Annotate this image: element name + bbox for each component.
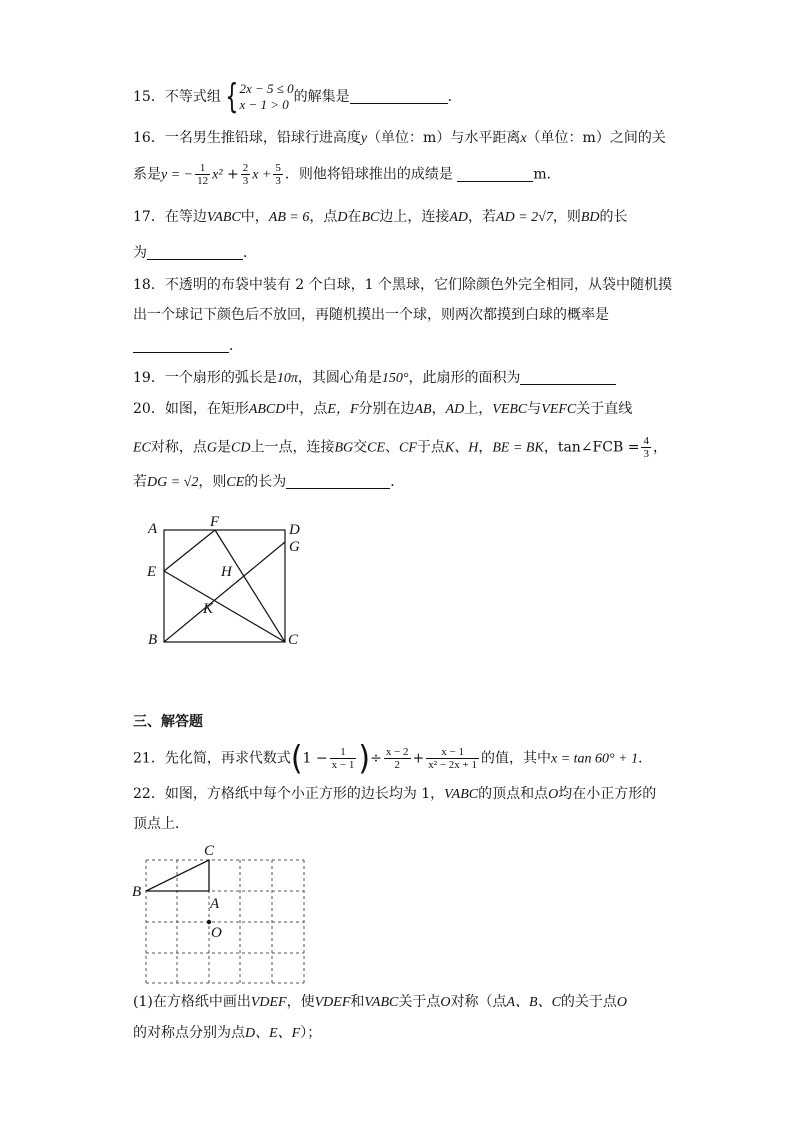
q20-text-10: 交 (353, 439, 368, 456)
q20-ebc: VEBC (492, 402, 528, 417)
q17-ad: AD (449, 210, 469, 225)
q21-x-value: x = tan 60° + 1 (550, 751, 639, 767)
q20-cf: CF (399, 440, 417, 456)
q15-text: 的解集是 (293, 89, 350, 105)
q15-prefix: 15．不等式组 (133, 89, 221, 105)
q20-text-14: ， (652, 439, 667, 456)
q19-angle: 150° (381, 371, 409, 386)
figure-grid (130, 840, 310, 990)
q20-tan: tan∠FCB = (557, 439, 640, 456)
q20-abcd: ABCD (248, 402, 286, 417)
frac-num: 4 (643, 435, 649, 447)
frac-num: 5 (275, 162, 281, 174)
q20-ce: CE (367, 440, 386, 456)
q21-text-2: 的值，其中 (480, 750, 551, 767)
section-heading: 三、解答题 (133, 714, 203, 730)
q21-one-minus: 1 − (302, 750, 328, 767)
q16-eq-lhs: y = − (161, 167, 194, 183)
q17-d: D (337, 210, 348, 225)
q22-1-text-4: 关于点 (398, 994, 441, 1010)
inequality-1: 2x − 5 ≤ 0 (239, 81, 294, 96)
question-20-line3 (133, 472, 404, 493)
q22-1-text-8: ）； (300, 1025, 322, 1041)
q22-1-text-7: 的对称点分别为点 (133, 1025, 245, 1041)
question-16-line2 (133, 162, 561, 187)
fraction-q21-1 (330, 746, 357, 771)
q20-kh: K、H (444, 440, 479, 456)
q17-text-1: 17．在等边 (133, 209, 207, 225)
label-d: D (289, 522, 300, 538)
answer-blank-17 (147, 245, 243, 260)
fraction-q21-3 (426, 746, 479, 771)
q20-text-3: 分别在边 (358, 401, 415, 417)
dashed-grid (146, 860, 304, 983)
q20-text-17: 的长为 (244, 474, 287, 490)
frac-den: x² − 2x + 1 (428, 759, 477, 771)
answer-blank-20 (286, 474, 390, 489)
q22-text-1: 22．如图，方格纸中每个小正方形的边长均为 1， (133, 786, 445, 802)
label-b: B (132, 884, 142, 900)
fraction-1-12 (195, 162, 210, 187)
q20-cd: CD (231, 440, 251, 456)
q20-text-7: 对称，点 (150, 439, 207, 456)
label-c: C (204, 843, 215, 859)
q17-ab: AB = 6 (268, 210, 310, 225)
fraction-2-3 (241, 162, 251, 187)
q22-1-text-2: ，使 (286, 994, 315, 1010)
q20-bg: BG (334, 440, 354, 456)
q20-text-13: ， (543, 439, 558, 456)
segment-fc (215, 530, 285, 642)
q21-text-1: 21．先化简，再求代数式 (133, 750, 291, 767)
question-18-line2 (133, 305, 609, 325)
q17-bd: BD (580, 210, 600, 225)
q17-text-7: ，则 (552, 209, 581, 225)
q22-abc: VABC (444, 787, 479, 802)
label-e: E (147, 564, 157, 580)
frac-den: 3 (242, 175, 249, 187)
frac-den: 3 (643, 448, 649, 460)
label-h: H (221, 564, 232, 580)
fraction-5-3 (273, 162, 283, 187)
q22-1-o2: O (616, 995, 628, 1010)
q16-var-y: y (360, 131, 368, 146)
frac-num: x − 1 (426, 746, 479, 759)
fraction-q21-2 (384, 746, 411, 771)
q20-ec: EC (133, 440, 151, 456)
q20-text-16: ，则 (198, 474, 227, 490)
q20-text-1: 20．如图，在矩形 (133, 401, 249, 417)
q22-1-o: O (440, 995, 451, 1010)
q22-text-4: 顶点上． (133, 816, 189, 832)
figure-rectangle-abcd (140, 512, 320, 652)
q22-text-2: 的顶点和点 (478, 786, 549, 802)
frac-num: 1 (195, 162, 210, 175)
question-15 (133, 77, 462, 117)
q19-text-2: ，其圆心角是 (297, 370, 382, 386)
q22-1-points: A、B、C (506, 995, 561, 1010)
q20-ad: AD (445, 402, 465, 417)
q20-ce2: CE (226, 475, 245, 490)
segment-ef (164, 530, 215, 571)
question-17-line2 (133, 243, 257, 263)
question-20-line2 (133, 435, 667, 460)
q20-text-15: 若 (133, 474, 147, 490)
q22-o: O (548, 787, 559, 802)
q16-text-1: 16．一名男生推铅球，铅球行进高度 (133, 130, 361, 146)
q17-text-9: 为 (133, 245, 147, 261)
frac-den: 3 (275, 175, 281, 187)
q16-unit: m． (533, 166, 561, 183)
frac-den: 2 (394, 759, 400, 771)
answer-blank-16 (457, 167, 533, 182)
q17-text-3: ，点 (309, 209, 338, 225)
label-g: G (289, 539, 300, 555)
q20-sep: 、 (385, 439, 400, 456)
question-22-line2 (133, 814, 189, 834)
q20-ef: E，F (327, 402, 359, 417)
answer-blank-15 (350, 89, 448, 104)
q16-x-squared: x² (212, 167, 223, 183)
q17-text-4: 在 (347, 209, 362, 225)
question-19 (133, 368, 616, 389)
q18-text-1: 18．不透明的布袋中装有 2 个白球，1 个黑球，它们除颜色外完全相同，从袋中随机摸 (133, 277, 672, 293)
q22-1-text-6: 的关于点 (560, 994, 617, 1010)
q22-1-def: VDEF (250, 995, 287, 1010)
frac-den: x − 1 (331, 759, 355, 771)
q20-text-4: 上， (464, 401, 493, 417)
q18-text-2: 出一个球记下颜色后不放回，再随机摸出一个球，则两次都摸到白球的概率是 (133, 307, 609, 323)
question-20-line1 (133, 399, 632, 420)
q21-div: ÷ (370, 750, 382, 767)
frac-num: 1 (330, 746, 357, 759)
inequality-system (239, 81, 293, 113)
q16-text-2: （单位：m）与水平距离 (367, 130, 521, 146)
q20-text-9: 上一点，连接 (250, 439, 335, 456)
q17-end: ． (243, 245, 257, 261)
segment-ec (164, 571, 285, 642)
label-k: K (203, 601, 214, 617)
q17-text-8: 的长 (599, 209, 628, 225)
question-22-1-line1 (133, 992, 627, 1013)
point-o (207, 920, 211, 924)
q17-text-2: 中， (240, 209, 269, 225)
label-a: A (148, 521, 158, 537)
q20-text-6: 关于直线 (576, 401, 633, 417)
right-paren-icon: ) (358, 738, 371, 778)
inequality-2: x − 1 > 0 (239, 97, 289, 112)
q20-dg: DG = √2 (147, 475, 199, 490)
q22-1-abc: VABC (364, 995, 399, 1010)
q22-1-text-3: 和 (350, 994, 365, 1010)
q20-efc: VEFC (541, 402, 577, 417)
brace-icon: { (225, 77, 239, 117)
answer-blank-19 (520, 370, 616, 385)
label-a: A (210, 896, 220, 912)
q21-plus: + (412, 750, 425, 767)
left-paren-icon: ( (290, 738, 303, 778)
q19-arc: 10π (276, 371, 298, 386)
q20-bebk: BE = BK (492, 440, 544, 456)
q22-1-text-5: 对称（点 (450, 994, 507, 1010)
question-22-line1 (133, 784, 656, 805)
q18-end: ． (229, 338, 243, 354)
frac-num: x − 2 (385, 746, 409, 758)
q20-g: G (206, 440, 218, 456)
question-18-line1 (133, 275, 672, 295)
q20-text-11: 于点 (416, 439, 445, 456)
q17-text-5: 边上，连接 (379, 209, 450, 225)
label-b: B (148, 632, 158, 648)
question-16-line1 (133, 128, 666, 149)
rectangle-abcd (164, 530, 285, 642)
label-o: O (211, 925, 222, 941)
q22-1-points2: D、E、F (245, 1026, 301, 1041)
label-f: F (210, 514, 220, 530)
q17-bc: BC (361, 210, 380, 225)
q16-text-4: 系是 (133, 166, 161, 183)
q16-text-3: （单位：m）之间的关 (526, 130, 666, 146)
question-18-line3 (133, 336, 243, 356)
q16-plus: + (226, 166, 239, 183)
fraction-4-3 (641, 435, 651, 460)
q19-text-1: 19．一个扇形的弧长是 (133, 370, 277, 386)
frac-den: 12 (197, 175, 209, 187)
q15-end: ． (447, 89, 462, 105)
answer-blank-18 (133, 338, 229, 353)
label-c: C (288, 632, 299, 648)
question-17-line1 (133, 207, 628, 228)
q19-text-3: ，此扇形的面积为 (408, 370, 521, 386)
q20-text-8: 是 (217, 439, 232, 456)
q17-triangle: VABC (206, 210, 241, 225)
q20-comma: ， (431, 401, 446, 417)
frac-num: 2 (242, 162, 249, 174)
q22-1-text-1: (1)在方格纸中画出 (133, 994, 251, 1010)
q20-ab: AB (414, 402, 432, 417)
q16-text-5: ．则他将铅球推出的成绩是 (284, 166, 453, 183)
q20-text-12: ， (478, 439, 493, 456)
question-21 (133, 738, 653, 778)
q22-text-3: 均在小正方形的 (558, 786, 657, 802)
q21-end: ． (638, 750, 653, 767)
q17-ad-value: AD = 2√7 (496, 210, 553, 225)
q20-end: ． (390, 474, 405, 490)
q16-x-plus: x + (252, 167, 272, 183)
q20-text-2: 中，点 (285, 401, 328, 417)
q20-text-5: 与 (527, 401, 542, 417)
question-22-1-line2 (133, 1023, 321, 1044)
q16-var-x: x (520, 131, 527, 146)
q17-text-6: ，若 (468, 209, 497, 225)
q22-1-def2: VDEF (314, 995, 351, 1010)
